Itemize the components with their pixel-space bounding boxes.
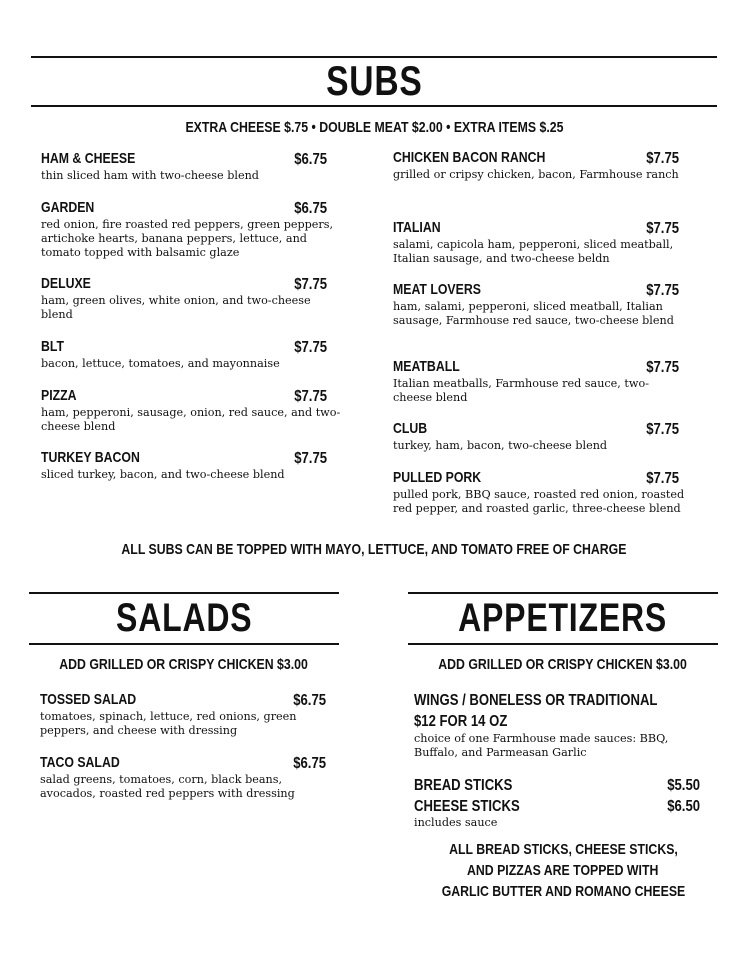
- menu-item-tossed-salad: [40, 690, 326, 738]
- item-price: $7.75: [294, 388, 327, 405]
- item-price: $7.75: [646, 359, 679, 376]
- appetizers-addon: ADD GRILLED OR CRISPY CHICKEN $3.00: [438, 656, 688, 673]
- item-price: $7.75: [646, 150, 679, 167]
- item-price: $7.75: [646, 421, 679, 438]
- menu-item-pizza: [41, 386, 341, 434]
- item-name: HAM & CHEESE: [41, 150, 136, 167]
- item-price: $7.75: [646, 282, 679, 299]
- menu-item-blt: [41, 337, 327, 371]
- menu-item-chicken-bacon-ranch: [393, 148, 679, 182]
- note-line: AND PIZZAS ARE TOPPED WITH: [467, 862, 659, 879]
- subs-bottom-rule: [31, 105, 717, 107]
- item-name: PIZZA: [41, 387, 77, 404]
- item-name: TURKEY BACON: [41, 449, 140, 466]
- item-description: turkey, ham, bacon, two-cheese blend: [393, 439, 608, 452]
- item-name: GARDEN: [41, 199, 95, 216]
- item-description: ham, green olives, white onion, and two-cheese blend: [41, 294, 311, 321]
- appetizers-top-rule: [408, 592, 718, 594]
- item-name: MEAT LOVERS: [393, 281, 481, 298]
- item-price: $6.50: [667, 798, 700, 815]
- menu-item-ham-cheese: [41, 149, 327, 183]
- item-name: TOSSED SALAD: [40, 691, 137, 708]
- item-description: salad greens, tomatoes, corn, black beans, avocados, roasted red peppers with dressing: [40, 773, 295, 800]
- item-name: DELUXE: [41, 275, 91, 292]
- salads-addon: ADD GRILLED OR CRISPY CHICKEN $3.00: [59, 656, 309, 673]
- menu-item-italian: [393, 218, 679, 266]
- item-description: salami, capicola ham, pepperoni, sliced meatball, Italian sausage, and two-cheese beldn: [393, 238, 674, 265]
- note-line: GARLIC BUTTER AND ROMANO CHEESE: [441, 883, 685, 900]
- menu-item-garden: [41, 198, 334, 260]
- item-description: red onion, fire roasted red peppers, green peppers, artichoke hearts, banana peppers, lettuce, and tomato topped with balsamic glaze: [41, 218, 334, 259]
- item-price: $7.75: [646, 470, 679, 487]
- item-description: bacon, lettuce, tomatoes, and mayonnaise: [41, 357, 280, 370]
- item-description: thin sliced ham with two-cheese blend: [41, 169, 259, 182]
- salads-title: SALADS: [115, 596, 253, 640]
- menu-item-taco-salad: [40, 753, 326, 801]
- item-name: CHICKEN BACON RANCH: [393, 149, 546, 166]
- item-name: MEATBALL: [393, 358, 460, 375]
- menu-item-cheese-sticks: [414, 796, 700, 830]
- item-description: ham, pepperoni, sausage, onion, red sauce, and two-cheese blend: [41, 406, 341, 433]
- item-name: BREAD STICKS: [414, 777, 513, 794]
- subs-footer-note: ALL SUBS CAN BE TOPPED WITH MAYO, LETTUCE, AND TOMATO FREE OF CHARGE: [121, 541, 627, 558]
- menu-item-pulled-pork: [393, 468, 685, 516]
- menu-item-club: [393, 419, 679, 453]
- item-name: PULLED PORK: [393, 469, 482, 486]
- item-price: $7.75: [294, 339, 327, 356]
- menu-item-bread-sticks: [414, 775, 700, 795]
- subs-title: SUBS: [325, 57, 423, 104]
- item-price: $12 FOR 14 OZ: [414, 713, 508, 730]
- item-price: $5.50: [667, 777, 700, 794]
- item-description: sliced turkey, bacon, and two-cheese blend: [41, 468, 285, 481]
- item-price: $7.75: [646, 220, 679, 237]
- item-price: $7.75: [294, 450, 327, 467]
- item-name: TACO SALAD: [40, 754, 120, 771]
- appetizers-bottom-rule: [408, 643, 718, 645]
- salads-bottom-rule: [29, 643, 339, 645]
- item-description: ham, salami, pepperoni, sliced meatball, Italian sausage, Farmhouse red sauce, two-cheese blend: [393, 300, 674, 327]
- item-description: choice of one Farmhouse made sauces: BBQ, Buffalo, and Parmeasan Garlic: [414, 732, 669, 759]
- menu-item-meat-lovers: [393, 280, 679, 328]
- salads-top-rule: [29, 592, 339, 594]
- item-description: includes sauce: [414, 816, 498, 829]
- menu-item-turkey-bacon: [41, 448, 327, 482]
- item-name: CLUB: [393, 420, 428, 437]
- item-price: $6.75: [293, 692, 326, 709]
- menu-item-deluxe: [41, 274, 327, 322]
- item-price: $6.75: [294, 151, 327, 168]
- item-description: grilled or cripsy chicken, bacon, Farmhouse ranch: [393, 168, 679, 181]
- item-price: $6.75: [293, 755, 326, 772]
- item-name: CHEESE STICKS: [414, 798, 520, 815]
- note-line: ALL BREAD STICKS, CHEESE STICKS,: [448, 841, 678, 858]
- item-price: $6.75: [294, 200, 327, 217]
- appetizers-note: [408, 839, 718, 902]
- menu-item-meatball: [393, 357, 679, 405]
- item-description: pulled pork, BBQ sauce, roasted red onion, roasted red pepper, and roasted garlic, three-cheese blend: [393, 488, 685, 515]
- item-name: BLT: [41, 338, 64, 355]
- subs-extras: EXTRA CHEESE $.75 • DOUBLE MEAT $2.00 • EXTRA ITEMS $.25: [185, 119, 563, 136]
- item-name: ITALIAN: [393, 219, 441, 236]
- item-name: WINGS / BONELESS OR TRADITIONAL: [414, 692, 658, 709]
- menu-item-wings: [414, 690, 704, 760]
- appetizers-title: APPETIZERS: [458, 596, 668, 640]
- item-description: Italian meatballs, Farmhouse red sauce, two-cheese blend: [393, 377, 649, 404]
- item-description: tomatoes, spinach, lettuce, red onions, green peppers, and cheese with dressing: [40, 710, 297, 737]
- item-price: $7.75: [294, 276, 327, 293]
